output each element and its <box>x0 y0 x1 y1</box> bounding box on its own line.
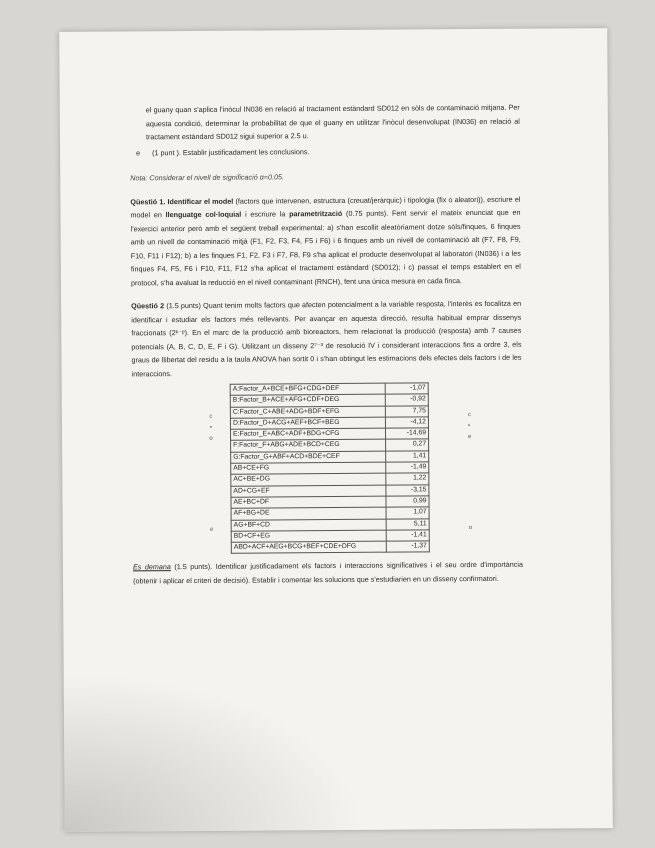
question-2-title: Qüestió 2 <box>131 301 165 311</box>
effect-value: 0,99 <box>386 496 429 508</box>
effect-value: 1,22 <box>386 473 429 485</box>
question-2 <box>131 297 522 381</box>
effect-value: -1,49 <box>386 462 429 474</box>
effect-label: ABD+ACF+AEG+BCG+BEF+CDE+DFG <box>231 541 386 553</box>
demand-text: (1.5 punts). Identificar justificadament els factors i interaccions significatives i el seu ordre d'importància (obtenir i aplicar el criteri de decisió). Establir i comentar les solucions que s'estudiarien en un disseny confirmatori. <box>133 560 523 586</box>
effect-value: -0,92 <box>385 394 428 406</box>
question-1-text-c: (0.75 punts). Fent servir el mateix enunciat que en l'exercici anterior però amb el següent treball experimental: a) s'han escollit aleatòriament dotze sòls/finques, 6 finques amb un nivell de contaminació mitjà (F1, F2, F3, F4, F5 i F6) i 6 finques amb un nivell de contaminació alt (F7, F8, F9, F10, F11 i F12); b) a les finques F1, F2, F3 i F7, F8, F9 s'ha aplicat el producte desenvolupat al laboratori (IN036) i a les finques F4, F5, F6 i F10, F11, F12 s'ha aplicat el tractament estàndard (SD012); i c) passat el temps establert en el protocol, s'ha avaluat la reducció en el nivell contaminant (RNCH), fent una única mesura en cada finca. <box>130 207 521 287</box>
effect-value: 7,75 <box>385 405 428 417</box>
handwritten-mark-left: c <box>209 413 213 420</box>
effect-value: 1,07 <box>386 507 429 519</box>
effect-label: AB+CE+FG <box>231 462 386 474</box>
effect-value: -14,69 <box>385 428 428 440</box>
handwritten-mark-right: e <box>468 434 472 441</box>
effect-label: C:Factor_C+ABE+ADG+BDF+EFG <box>230 406 385 418</box>
intro-paragraph: el guany quan s'aplica l'inòcul IN036 en relació al tractament estàndard SD012 en sòls de contaminació mitjana. Per aquesta condició, determinar la probabilitat de que el guany en utilitzar l'inòcul desenvolupat (IN036) en relació al tractament estàndard SD012 sigui superior a 2.5 u. <box>145 102 520 142</box>
effect-label: AC+BE+DG <box>231 474 386 486</box>
question-1-text-b: i escriure la <box>241 209 290 219</box>
table-row <box>231 541 429 554</box>
effect-label: A:Factor_A+BCE+BFG+CDG+DEF <box>230 383 385 395</box>
effect-label: G:Factor_G+ABF+ACD+BDE+CEF <box>231 451 386 463</box>
effect-label: AG+BF+CD <box>231 519 386 531</box>
question-1-title: Qüestió 1. Identificar el model <box>130 196 234 206</box>
item-e-letter: e <box>136 147 141 157</box>
demand-label: Es demana <box>132 562 171 572</box>
effect-value: 1,41 <box>386 451 429 463</box>
effects-table-wrap <box>132 382 523 555</box>
effect-label: AE+BC+DF <box>231 496 386 508</box>
item-e <box>136 143 520 159</box>
effect-label: F:Factor_F+ABG+ADE+BCD+CEG <box>231 440 386 452</box>
question-2-text: (1.5 punts) Quant tenim molts factors que afecten potencialment a la variable resposta, l'interès es focalitza en identificar i estudiar els factors més rellevants. Per avançar en aquesta direcció, resulta habitual emprar dissenys fraccionats (2ᵏ⁻ᵖ). En el marc de la producció amb bioreactors, hem relacionat la producció (resposta) amb 7 causes potencials (A, B, C, D, E, F i G). Utilitzant un disseny 2⁷⁻³ de resolució IV i considerant interaccions fins a ordre 3, els graus de llibertat del residu a la taula ANOVA han sortit 0 i s'han obtingut les estimacions dels efectes dels factors i de les interaccions. <box>131 298 522 378</box>
effect-label: AF+BG+DE <box>231 507 386 519</box>
significance-note: Nota: Considerar el nivell de significació α=0.05. <box>130 172 284 183</box>
handwritten-mark-left: e <box>209 526 214 533</box>
handwritten-mark-left: o <box>209 436 213 443</box>
item-e-text: (1 punt ). Establir justificadament les conclusions. <box>152 146 310 157</box>
question-1-bold-a: llenguatge col·loquial <box>165 209 242 220</box>
effect-label: AD+CG+EF <box>231 485 386 497</box>
effect-label: B:Factor_B+ACE+AFG+CDF+DEG <box>230 394 385 406</box>
handwritten-mark-right: c <box>467 411 471 418</box>
page-content <box>130 101 523 588</box>
effect-value: -1,37 <box>386 541 429 553</box>
handwritten-mark-left: • <box>209 424 213 431</box>
handwritten-mark-right: o <box>468 524 473 531</box>
effect-value: -1,41 <box>386 530 429 542</box>
question-1 <box>130 192 521 289</box>
question-1-text-a: (factors que intervenen, estructura (creuat/jeràrquic) i tipologia (fix o aleatori)), escriure el model en <box>130 194 521 220</box>
effect-value: 5,11 <box>386 518 429 530</box>
effect-value: -4,12 <box>385 417 428 429</box>
effect-label: BD+CF+EG <box>231 530 386 542</box>
effect-label: D:Factor_D+ACG+AEF+BCF+BEG <box>230 417 385 429</box>
question-1-bold-b: parametrització <box>289 208 343 219</box>
effect-value: 0,27 <box>386 439 429 451</box>
effects-table <box>230 382 430 554</box>
effect-label: E:Factor_E+ABC+ADF+BDG+CFG <box>230 428 385 440</box>
effect-value: -1,07 <box>385 383 428 395</box>
scanned-page <box>59 28 613 832</box>
demand-paragraph <box>133 558 523 588</box>
effect-value: -3,15 <box>386 485 429 497</box>
handwritten-mark-right: • <box>467 422 471 429</box>
